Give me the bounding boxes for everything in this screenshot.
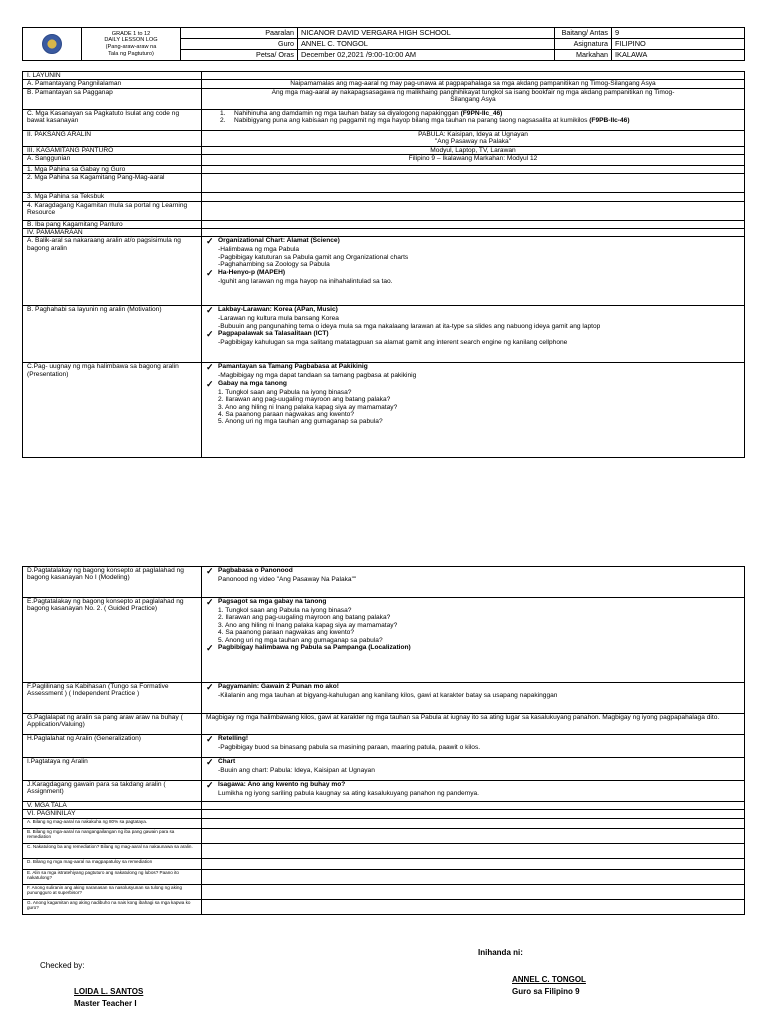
activity-title: Lakbay-Larawan: Korea (APan, Music) bbox=[218, 306, 338, 314]
reflection-item: A. Bilang ng mag-aaral na nakakuha ng 80% sa pagtataya. bbox=[23, 818, 202, 828]
check-icon: ✓ bbox=[206, 734, 214, 744]
question-item: 5. Anong uri ng mga tauhan ang gumaganap sa pabula? bbox=[218, 418, 383, 426]
check-icon: ✓ bbox=[206, 362, 214, 373]
kasanayan-cell bbox=[202, 109, 745, 130]
paksang-story: "Ang Pasaway na Palaka" bbox=[434, 138, 512, 146]
guro-label: Guro bbox=[181, 39, 298, 50]
row-value: Naipamamalas ang mag-aaral ng may pag-unawa at pagpapahalaga sa mga akdang pampanitikan ng Timog-Silangang Asya bbox=[202, 80, 745, 88]
asignatura-value: FILIPINO bbox=[612, 39, 745, 50]
baitang-label: Baitang/ Antas bbox=[555, 28, 612, 39]
kasanayan-code: (F9PB-IIc-46) bbox=[589, 117, 630, 125]
kasanayan-2: Nabibigyang puna ang kabisaan ng paggamit ng mga hayop bilang mga tauhan na parang taong nagsasalita at kumikilos bbox=[234, 117, 588, 125]
reflection-item: G. Anong kagamitan ang aking nadibuho na nais kong ibahagi sa mga kapwa ko guro? bbox=[23, 899, 202, 914]
check-icon: ✓ bbox=[206, 757, 214, 767]
activity-line: -Halimbawa ng mga Pabula bbox=[218, 246, 299, 254]
grade-line: GRADE 1 to 12 bbox=[111, 30, 151, 37]
checker-title: Master Teacher I bbox=[74, 999, 137, 1008]
activity-title: Pagbabasa o Panonood bbox=[218, 567, 293, 574]
kagamitan-value: Modyul, Laptop, TV, Larawan bbox=[202, 146, 745, 154]
logo-cell bbox=[23, 28, 82, 61]
check-icon: ✓ bbox=[206, 329, 214, 340]
row-label: 3. Mga Pahina sa Teksbuk bbox=[23, 193, 202, 201]
activity-title: Organizational Chart: Alamat (Science) bbox=[218, 237, 340, 245]
activity-line: -Paghahambing sa Zoology sa Pabula bbox=[218, 261, 330, 269]
row-label: A. Balik-aral sa nakaraang aralin at/o pagsisimula ng bagong aralin bbox=[23, 237, 202, 306]
row-label: A. Sanggunian bbox=[23, 154, 202, 165]
activity-title: Gabay na mga tanong bbox=[218, 379, 287, 387]
row-label: 1. Mga Pahina sa Gabay ng Guro bbox=[23, 165, 202, 173]
row-label: A. Pamantayang Pangnilalaman bbox=[23, 80, 202, 88]
row-label: C.Pag- uugnay ng mga halimbawa sa bagong aralin (Presentation) bbox=[23, 363, 202, 458]
modeling-cell bbox=[202, 567, 745, 598]
paaralan-value: NICANOR DAVID VERGARA HIGH SCHOOL bbox=[298, 28, 555, 39]
assignment-cell bbox=[202, 781, 745, 802]
activity-title: Pagyamanin: Gawain 2 Punan mo ako! bbox=[218, 683, 339, 690]
sanggunian-value: Filipino 9 – Ikalawang Markahan: Modyul 12 bbox=[202, 154, 745, 165]
section-tala: V. MGA TALA bbox=[23, 802, 202, 810]
row-label: 4. Karagdagang Kagamitan mula sa portal ng Learning Resource bbox=[23, 201, 202, 220]
preparer-name: ANNEL C. TONGOL bbox=[512, 975, 586, 984]
activity-title: Pagpapalawak sa Talasalitaan (ICT) bbox=[218, 330, 329, 338]
lesson-table-1 bbox=[22, 71, 745, 458]
list-number: 1. bbox=[220, 109, 226, 117]
row-label: B. Iba pang Kagamitang Panturo bbox=[23, 220, 202, 228]
check-icon: ✓ bbox=[206, 267, 214, 278]
activity-line: Panonood ng video "Ang Pasaway Na Palaka"" bbox=[218, 576, 357, 583]
application-value: Magbigay ng mga halimbawang kilos, gawi at karakter ng mga tauhan sa Pabula at iugnay ito sa ating lugar sa kasalukuyang panahon. Magbigay ng iyong pagpapahalaga dito. bbox=[202, 714, 745, 735]
activity-line: -Pagbibigay buod sa binasang pabula sa masining paraan, maaring patula, paawit o kilos. bbox=[218, 744, 481, 751]
header-table bbox=[22, 27, 745, 61]
checked-by-label: Checked by: bbox=[40, 961, 85, 970]
grade-title bbox=[82, 28, 181, 61]
presentation-cell bbox=[202, 363, 745, 458]
reflection-item: C. Nakatulong ba ang remediation? Bilang ng mag-aaral na nakaunawa sa aralin. bbox=[23, 843, 202, 858]
row-label: I.Pagtataya ng Aralin bbox=[23, 758, 202, 781]
check-icon: ✓ bbox=[206, 780, 214, 790]
activity-line: -Bubuuin ang pangunahing tema o ideya mula sa mga nakalaang larawan at ita-type sa slides ang nabuong ideya gamit ang laptop bbox=[218, 322, 601, 330]
grade-line: (Pang-araw-araw na bbox=[105, 44, 157, 50]
question-item: 3. Ano ang hiling ni Inang palaka kapag siya ay mamamatay? bbox=[218, 403, 398, 411]
check-icon: ✓ bbox=[206, 236, 214, 247]
section-pamamaraan: IV. PAMAMARAAN bbox=[23, 229, 202, 237]
kasanayan-1: Nahihinuha ang damdamin ng mga tauhan batay sa diyalogong napakinggan bbox=[234, 109, 459, 117]
baitang-value: 9 bbox=[612, 28, 745, 39]
activity-title: Pagbibigay halimbawa ng Pabula sa Pampanga (Localization) bbox=[218, 643, 411, 651]
row-label: D.Pagtatalakay ng bagong konsepto at paglalahad ng bagong kasanayan No I (Modeling) bbox=[23, 567, 202, 598]
row-label: J.Karagdagang gawain para sa takdang aralin ( Assignment) bbox=[23, 781, 202, 802]
pagtataya-cell bbox=[202, 758, 745, 781]
preparer-title: Guro sa Filipino 9 bbox=[512, 987, 580, 996]
activity-title: Ha-Henyo-p (MAPEH) bbox=[218, 268, 286, 276]
paaralan-label: Paaralan bbox=[181, 28, 298, 39]
activity-line: -Buuin ang chart: Pabula: Ideya, Kaisipan at Ugnayan bbox=[218, 767, 375, 774]
section-kagamitan: III. KAGAMITANG PANTURO bbox=[23, 146, 202, 154]
activity-title: Pamantayan sa Tamang Pagbabasa at Pakikinig bbox=[218, 363, 368, 371]
check-icon: ✓ bbox=[206, 305, 214, 316]
row-label: C. Mga Kasanayan sa Pagkatuto Isulat ang code ng bawat kasanayan bbox=[23, 109, 202, 130]
question-item: 1. Tungkol saan ang Pabula na iyong binasa? bbox=[218, 388, 352, 396]
row-label: F.Paglilinang sa Kabihasan (Tungo sa Formative Assessment ) ( Independent Practice ) bbox=[23, 683, 202, 714]
activity-title: Chart bbox=[218, 758, 236, 765]
activity-line: -Pagbibigay katuturan sa Pabula gamit ang Organizational charts bbox=[218, 253, 409, 261]
question-item: 3. Ano ang hiling ni Inang palaka kapag siya ay mamamatay? bbox=[218, 621, 398, 629]
activity-line: -Pagbibigay kahulugan sa mga salitang matatagpuan sa alamat gamit ang interent search engine ng kanilang cellphone bbox=[218, 339, 568, 347]
independent-practice-cell bbox=[202, 683, 745, 714]
paksang-title: PABULA: Kaisipan, Ideya at Ugnayan bbox=[418, 130, 528, 138]
row-label: E.Pagtatalakay ng bagong konsepto at paglalahad ng bagong kasanayan No. 2. ( Guided Practice) bbox=[23, 598, 202, 683]
markahan-label: Markahan bbox=[555, 50, 612, 61]
motivation-cell bbox=[202, 306, 745, 363]
check-icon: ✓ bbox=[206, 597, 214, 607]
question-item: 4. Sa paanong paraan nagwakas ang kwento? bbox=[218, 410, 355, 418]
list-number: 2. bbox=[220, 117, 226, 125]
activity-title: Pagsagot sa mga gabay na tanong bbox=[218, 598, 327, 605]
question-item: 2. Ilarawan ang pag-uugaling mayroon ang batang palaka? bbox=[218, 614, 391, 622]
activity-title: Isagawa: Ano ang kwento ng buhay mo? bbox=[218, 781, 346, 788]
row-label: B. Pamantayan sa Pagganap bbox=[23, 88, 202, 109]
grade-line: Tala ng Pagtuturo) bbox=[108, 50, 154, 57]
section-paksang: II. PAKSANG ARALIN bbox=[23, 130, 202, 146]
row-label: B. Paghahabi sa layunin ng aralin (Motivation) bbox=[23, 306, 202, 363]
reflection-item: E. Alin sa mga istratehiyang pagtuturo ang nakatulong ng lubos? Paano ito nakatulong? bbox=[23, 869, 202, 884]
row-value: Ang mga mag-aaral ay nakapagsasagawa ng malikhaing panghihikayat tungkol sa isang bookfair ng mga akdang pampanitikan ng Timog-Silangang Asya bbox=[202, 88, 745, 109]
kasanayan-code: (F9PN-IIc_46) bbox=[460, 109, 503, 117]
reflection-item: F. Anong suliranin ang aking naranasan na nasolusyunan sa tulong ng aking punungguro at superbisor? bbox=[23, 884, 202, 899]
reflection-item: D. Bilang ng mga mag-aaral na magpapatuloy sa remediation bbox=[23, 858, 202, 869]
check-icon: ✓ bbox=[206, 378, 214, 389]
activity-line: -Magbibigay ng mga dapat tandaan sa tamang pagbasa at pakikinig bbox=[218, 372, 417, 380]
balik-aral-cell bbox=[202, 237, 745, 306]
section-pagninilay: VI. PAGNINILAY bbox=[23, 810, 202, 818]
check-icon: ✓ bbox=[206, 682, 214, 692]
check-icon: ✓ bbox=[206, 566, 214, 576]
asignatura-label: Asignatura bbox=[555, 39, 612, 50]
activity-line: -Iguhit ang larawan ng mga hayop na inihahalintulad sa tao. bbox=[218, 277, 393, 285]
question-item: 5. Anong uri ng mga tauhan ang gumaganap sa pabula? bbox=[218, 636, 383, 644]
markahan-value: IKALAWA bbox=[612, 50, 745, 61]
check-icon: ✓ bbox=[206, 642, 214, 653]
grade-line: DAILY LESSON LOG bbox=[104, 37, 158, 44]
deped-seal-icon bbox=[42, 34, 62, 54]
prepared-by-label: Inihanda ni: bbox=[478, 948, 523, 957]
checker-name: LOIDA L. SANTOS bbox=[74, 987, 144, 996]
activity-line: -Kilalanin ang mga tauhan at bigyang-kahulugan ang kanilang kilos, gawi at karakter batay sa usapang napakinggan bbox=[218, 692, 558, 699]
question-item: 4. Sa paanong paraan nagwakas ang kwento? bbox=[218, 629, 355, 637]
question-item: 1. Tungkol saan ang Pabula na iyong binasa? bbox=[218, 607, 352, 614]
activity-line: -Larawan ng kultura mula bansang Korea bbox=[218, 315, 339, 323]
petsa-label: Petsa/ Oras bbox=[181, 50, 298, 61]
paksang-cell bbox=[202, 130, 745, 146]
lesson-table-2 bbox=[22, 566, 745, 915]
question-item: 2. Ilarawan ang pag-uugaling mayroon ang batang palaka? bbox=[218, 396, 391, 404]
activity-title: Retelling! bbox=[218, 735, 249, 742]
guro-value: ANNEL C. TONGOL bbox=[298, 39, 555, 50]
generalization-cell bbox=[202, 735, 745, 758]
section-layunin: I. LAYUNIN bbox=[23, 72, 202, 80]
row-label: 2. Mga Pahina sa Kagamitang Pang-Mag-aaral bbox=[23, 174, 202, 193]
petsa-value: December 02,2021 /9:00-10:00 AM bbox=[298, 50, 555, 61]
reflection-item: B. Bilang ng mga-aaral na nangangailangan ng iba pang gawain para sa remediation bbox=[23, 828, 202, 843]
activity-line: Lumikha ng iyong sariling pabula kaugnay sa ating kasalukuyang panahon ng pandemya. bbox=[218, 790, 480, 797]
row-label: G.Paglalapat ng aralin sa pang araw araw na buhay ( Application/Valuing) bbox=[23, 714, 202, 735]
row-label: H.Paglalahat ng Aralin (Generalization) bbox=[23, 735, 202, 758]
guided-practice-cell bbox=[202, 598, 745, 683]
